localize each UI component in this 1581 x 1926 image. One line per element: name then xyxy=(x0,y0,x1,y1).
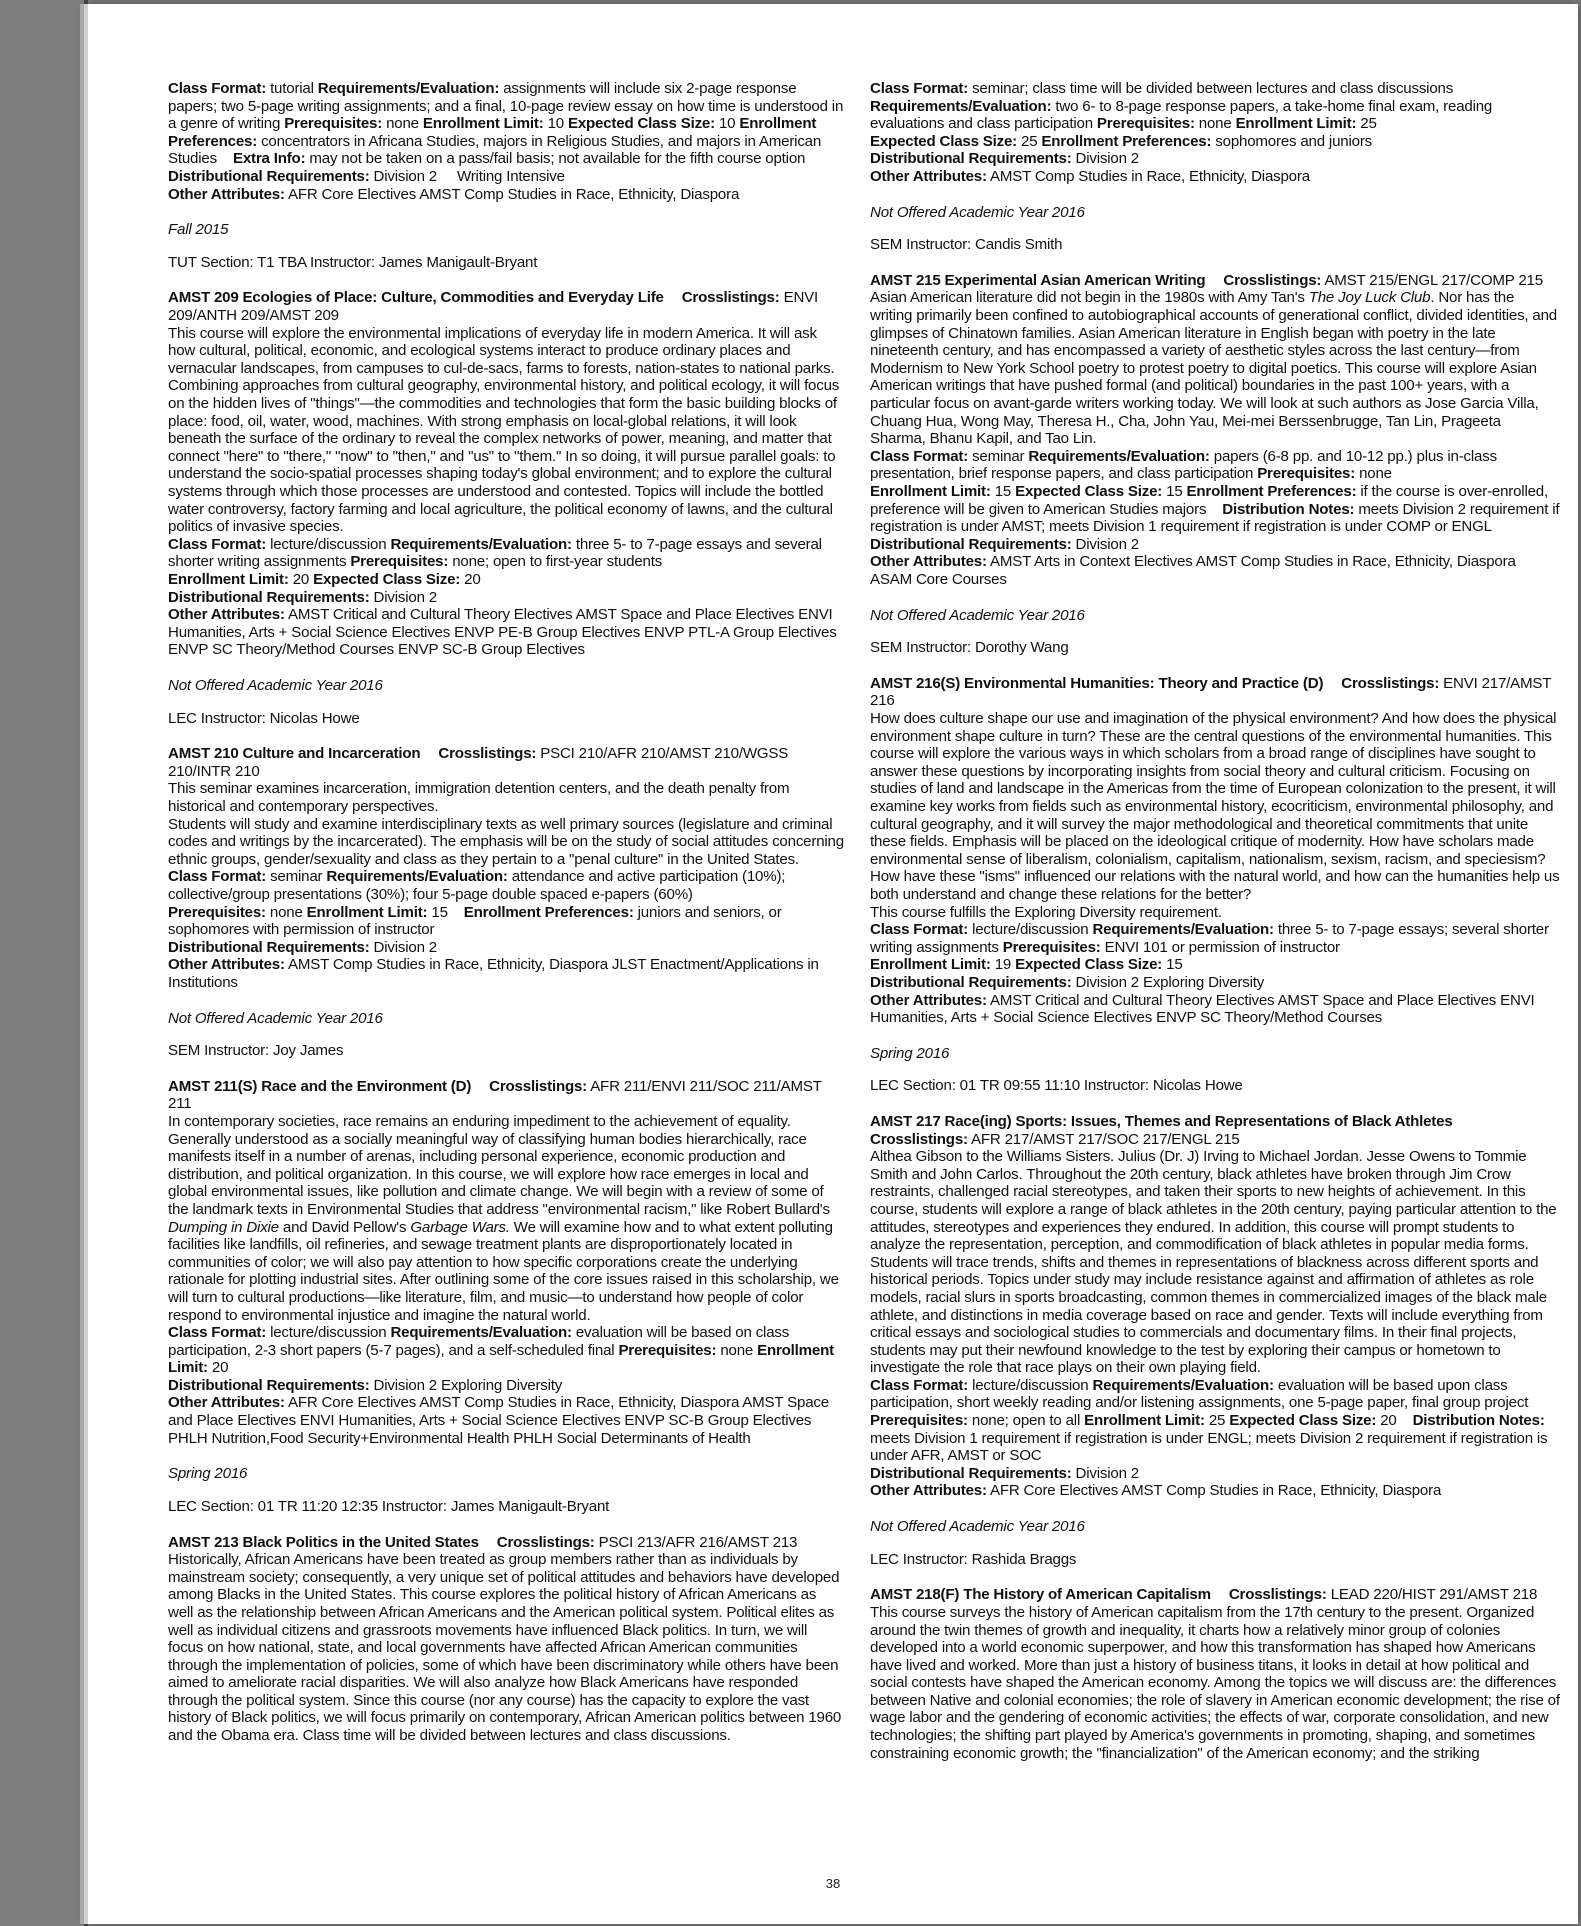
course-description: Historically, African Americans have been treated as group members rather than as individuals by mainstream society; consequently, a very unique set of political attitudes and behaviors have developed among Blacks in the United States. This course explores the political history of African Americans as well as the relationship between African Americans and the American political system. Political elites as well as individual citizens and grassroots movements have influenced Black politics. In turn, we will focus on how national, state, and local governments have affected African American communities through the implementation of policies, some of which have been discriminatory while others have been aimed to ameliorate racial disparities. We will also analyze how Black Americans have responded through the political system. Since this course (nor any course) has the capacity to explore the vast history of Black politics, we will focus primarily on contemporary, African American politics between 1960 and the Obama era. Class time will be divided between lectures and class discussions. xyxy=(168,1551,842,1745)
course-amst-211 xyxy=(168,1078,844,1447)
description-text: Asian American literature did not begin in the 1980s with Amy Tan's xyxy=(870,289,1309,307)
value: AMST Critical and Cultural Theory Electives AMST Space and Place Electives ENVI Humanities, Arts + Social Science Electives ENVP SC Theory/Method Courses xyxy=(870,991,1535,1027)
value: Division 2 xyxy=(373,588,437,606)
value: lecture/discussion xyxy=(270,1324,387,1342)
label: Enrollment Limit: xyxy=(870,482,991,500)
course-heading xyxy=(870,675,1560,710)
offering xyxy=(168,1010,844,1060)
offering-term: Not Offered Academic Year 2016 xyxy=(870,606,1085,624)
value: 15 xyxy=(1166,482,1183,500)
value: 20 xyxy=(464,570,481,588)
label: Prerequisites: xyxy=(350,553,449,571)
distributional-requirements xyxy=(168,589,844,607)
course-title: AMST 209 Ecologies of Place: Culture, Commodities and Everyday Life xyxy=(168,289,664,307)
label: Requirements/Evaluation: xyxy=(1092,921,1274,939)
value: meets Division 2 requirement if registration is under AMST; meets Division 1 requirement if registration is under COMP or ENGL xyxy=(870,500,1560,536)
course-heading xyxy=(870,272,1560,290)
label: Distributional Requirements: xyxy=(870,973,1072,991)
course-heading xyxy=(168,289,844,324)
book-title: The Joy Luck Club xyxy=(1308,289,1431,307)
offering-detail: SEM Instructor: Joy James xyxy=(168,1042,344,1060)
description-text: . Nor has the writing primarily been confined to autobiographical accounts of generational conflict, divided identities, and glimpses of Chinatown families. Asian American literature in English began with poetry in the late nineteenth century, and has encompassed a variety of aesthetic styles across the last century—from Modernism to New York School poetry to protest poetry to digital poetics. This course will explore Asian American writings that have pushed formal (and political) boundaries in the past 100+ years, with a particular focus on avant-garde writers working today. We will look at such authors as Jose Garcia Villa, Chuang Hua, Wong May, Theresa H., Cha, John Yau, Mei-mei Berssenbrugge, Tan Lin, Prageeta Sharma, Bhanu Kapil, and Tao Lin. xyxy=(870,289,1557,448)
label: Distributional Requirements: xyxy=(168,1376,370,1394)
label: Enrollment Limit: xyxy=(168,1341,834,1377)
label: Requirements/Evaluation: xyxy=(390,1324,572,1342)
offering xyxy=(168,1465,844,1515)
course-details xyxy=(168,536,844,571)
label: Extra Info: xyxy=(232,150,306,168)
page-number: 38 xyxy=(825,1876,841,1891)
value: tutorial xyxy=(270,80,314,97)
course-title: AMST 210 Culture and Incarceration xyxy=(168,745,421,763)
label: Distributional Requirements: xyxy=(870,1464,1072,1482)
value: AFR Core Electives AMST Comp Studies in Race, Ethnicity, Diaspora xyxy=(287,185,740,203)
label: Class Format: xyxy=(168,868,267,886)
other-attributes xyxy=(870,992,1560,1027)
label: Prerequisites: xyxy=(168,903,266,921)
distributional-requirements xyxy=(168,168,844,186)
distributional-requirements xyxy=(870,536,1560,554)
value: none; open to all xyxy=(971,1412,1081,1430)
label: Enrollment Preferences: xyxy=(1041,132,1212,150)
value: Division 2 Exploring Diversity xyxy=(373,1376,563,1394)
offering-term: Not Offered Academic Year 2016 xyxy=(870,1518,1085,1536)
course-details xyxy=(168,868,844,903)
course-details xyxy=(168,1324,844,1377)
catalog-page xyxy=(88,4,1578,1924)
crosslistings: PSCI 210/AFR 210/AMST 210/WGSS 210/INTR 210 xyxy=(168,745,789,780)
description-text: In contemporary societies, race remains an enduring impediment to the achievement of equality. Generally understood as a socially meaningful way of classifying human bodies hierarchically, race manifests itself in a number of arenas, including personal experience, economic production and distribution, and political organization. In this course, we will explore how race emerges in local and global environmental issues, like pollution and climate change. We will begin with a review of some of the landmark texts in Environmental Studies that address "environmental racism," like Robert Bullard's xyxy=(168,1112,830,1218)
label: Requirements/Evaluation: xyxy=(870,97,1052,115)
label: Other Attributes: xyxy=(870,1482,987,1500)
label: Other Attributes: xyxy=(870,167,987,185)
label: Crosslistings: xyxy=(870,1130,968,1148)
course-description: This seminar examines incarceration, immigration detention centers, and the death penalty from historical and contemporary perspectives. xyxy=(168,780,790,815)
right-column xyxy=(870,80,1560,1780)
course-description xyxy=(870,289,1560,447)
label: Expected Class Size: xyxy=(1229,1412,1377,1430)
book-title: Dumping in Dixie xyxy=(168,1218,279,1236)
label: Prerequisites: xyxy=(618,1341,717,1359)
value: Division 2 xyxy=(1075,1464,1139,1482)
label: Distributional Requirements: xyxy=(870,150,1072,168)
label: Other Attributes: xyxy=(168,956,285,974)
value: assignments will include six 2-page response papers; two 5-page writing assignments; and a final, 10-page review essay on how time is understood in a genre of writing xyxy=(168,80,844,133)
distributional-requirements xyxy=(870,1465,1560,1483)
course-description: This course will explore the environmental implications of everyday life in modern America. It will ask how cultural, political, economic, and ecological systems interact to produce ordinary places and vernacular landscapes, from campuses to cul-de-sacs, farms to forests, nation-states to national parks. Combining approaches from cultural geography, environmental history, and political ecology, it will focus on the hidden lives of "things"—the commodities and technologies that form the basic building blocks of place: food, oil, water, wood, machines. With strong emphasis on local-global relations, it will look beneath the surface of the ordinary to reveal the complex networks of power, meaning, and matter that connect "here" to "there," "now" to "then," and "us" to "them." In so doing, it will pursue parallel goals: to understand the socio-spatial processes shaping today's global environment; and to explore the cultural systems through which those processes are understood and contested. Topics will include the bottled water controversy, factory farming and local agriculture, the political economy of lawns, and the cultural politics of invasive species. xyxy=(168,324,840,536)
crosslistings: ENVI 209/ANTH 209/AMST 209 xyxy=(168,289,819,325)
offering-term: Fall 2015 xyxy=(168,221,229,239)
left-column xyxy=(168,80,844,1763)
value: AMST Critical and Cultural Theory Electives AMST Space and Place Electives ENVI Humanities, Arts + Social Science Electives ENVP PE-B Group Electives ENVP PTL-A Group Electives ENVP SC Theory/Method Courses ENVP SC-B Group Electives xyxy=(168,606,837,659)
offering-term: Not Offered Academic Year 2016 xyxy=(168,1009,383,1027)
value: may not be taken on a pass/fail basis; not available for the fifth course option xyxy=(309,150,806,168)
label: Distribution Notes: xyxy=(1222,500,1355,518)
crosslistings: LEAD 220/HIST 291/AMST 218 xyxy=(1330,1586,1538,1604)
value: none xyxy=(720,1341,754,1359)
course-tail-right xyxy=(870,80,1560,186)
label: Crosslistings: xyxy=(1228,1586,1327,1604)
enrollment xyxy=(870,483,1560,536)
course-heading xyxy=(870,1586,1560,1604)
course-heading xyxy=(168,1534,844,1552)
label: Prerequisites: xyxy=(870,1412,968,1430)
enrollment xyxy=(870,133,1560,151)
label: Requirements/Evaluation: xyxy=(390,535,572,553)
label: Enrollment Limit: xyxy=(870,956,991,974)
label: Other Attributes: xyxy=(168,606,285,624)
value: none xyxy=(1198,115,1232,133)
distributional-requirements xyxy=(870,974,1560,992)
course-details xyxy=(168,80,844,168)
value: papers (6-8 pp. and 10-12 pp.) plus in-class presentation, brief response papers, and class participation xyxy=(870,447,1497,483)
value: three 5- to 7-page essays and several shorter writing assignments xyxy=(168,535,822,571)
label: Distribution Notes: xyxy=(1412,1412,1545,1430)
value: Division 2 Writing Intensive xyxy=(373,167,565,185)
label: Class Format: xyxy=(870,80,969,97)
label: Distributional Requirements: xyxy=(168,588,370,606)
course-description: Althea Gibson to the Williams Sisters. Julius (Dr. J) Irving to Michael Jordan. Jesse Owens to Tommie Smith and John Carlos. Throughout the 20th century, black athletes have broken through Jim Crow restraints, challenged racial stereotypes, and taken their sports to new heights of achievement. In this course, students will explore a range of black athletes in the 20th century, paying particular attention to the attitudes, stereotypes and experiences they endured. In addition, this course will prompt students to analyze the representation, perception, and commodification of black athletes in popular media forms. Students will trace trends, shifts and themes in representations of blackness across different sports and historical periods. Topics under study may include resistance against and affirmation of athletes as role models, racial slurs in sports broadcasting, common themes in commercialized images of the black male athlete, and distinctions in media coverage based on race and gender. Texts will include everything from critical essays and sociological studies to commercials and documentary films. In their final projects, students may put their newfound knowledge to the test by exploring their campus or hometown to investigate the role that race plays on their own playing field. xyxy=(870,1148,1557,1377)
label: Distributional Requirements: xyxy=(870,535,1072,553)
label: Other Attributes: xyxy=(168,185,285,203)
value: 25 xyxy=(1208,1412,1226,1430)
other-attributes xyxy=(870,553,1560,588)
label: Expected Class Size: xyxy=(313,570,461,588)
offering-detail: LEC Section: 01 TR 09:55 11:10 Instructor: Nicolas Howe xyxy=(870,1077,1243,1095)
label: Crosslistings: xyxy=(1341,674,1440,692)
crosslistings-line xyxy=(870,1131,1560,1149)
course-details xyxy=(870,1377,1560,1465)
course-description xyxy=(168,1113,844,1324)
label: Class Format: xyxy=(870,447,969,465)
label: Enrollment Limit: xyxy=(1084,1412,1205,1430)
offering-detail: LEC Instructor: Nicolas Howe xyxy=(168,709,360,727)
value: seminar xyxy=(972,447,1025,465)
label: Requirements/Evaluation: xyxy=(1028,447,1210,465)
label: Crosslistings: xyxy=(489,1077,588,1095)
value: seminar xyxy=(270,868,323,886)
value: AMST Arts in Context Electives AMST Comp Studies in Race, Ethnicity, Diaspora ASAM Core Courses xyxy=(870,553,1516,588)
label: Other Attributes: xyxy=(168,1394,285,1412)
label: Crosslistings: xyxy=(496,1533,595,1551)
course-title: AMST 218(F) The History of American Capitalism xyxy=(870,1586,1211,1604)
offering-detail: TUT Section: T1 TBA Instructor: James Manigault-Bryant xyxy=(168,253,538,271)
value: ENVI 101 or permission of instructor xyxy=(1104,938,1340,956)
other-attributes xyxy=(870,1482,1560,1500)
value: seminar; class time will be divided between lectures and class discussions xyxy=(972,80,1454,97)
label: Crosslistings: xyxy=(681,289,780,307)
value: evaluation will be based upon class participation, short weekly reading and/or listening assignments, one 5-page paper, final group project xyxy=(870,1376,1529,1412)
label: Other Attributes: xyxy=(870,991,987,1009)
course-amst-209 xyxy=(168,289,844,658)
label: Prerequisites: xyxy=(1002,938,1101,956)
label: Class Format: xyxy=(168,80,267,97)
book-title: Garbage Wars. xyxy=(410,1218,510,1236)
course-title: AMST 217 Race(ing) Sports: Issues, Themes and Representations of Black Athletes xyxy=(870,1112,1453,1130)
other-attributes xyxy=(168,956,844,991)
other-attributes xyxy=(870,168,1560,186)
course-description: Students will study and examine interdisciplinary texts as well primary sources (legislature and criminal codes and writings by the incarcerated). The emphasis will be on the study of social attitudes concerning ethnic groups, gender/sexuality and class as they pertain to a "penal culture" in the United States. xyxy=(168,815,844,868)
value: 19 xyxy=(994,956,1012,974)
label: Distributional Requirements: xyxy=(168,938,370,956)
course-title: AMST 216(S) Environmental Humanities: Theory and Practice (D) xyxy=(870,674,1324,692)
label: Requirements/Evaluation: xyxy=(326,868,508,886)
value: Division 2 xyxy=(1075,150,1139,168)
distributional-requirements xyxy=(168,939,844,957)
label: Expected Class Size: xyxy=(870,132,1018,150)
value: 15 xyxy=(1166,956,1183,974)
label: Requirements/Evaluation: xyxy=(317,80,500,97)
crosslistings: AFR 217/AMST 217/SOC 217/ENGL 215 xyxy=(971,1130,1240,1148)
offering-detail: SEM Instructor: Candis Smith xyxy=(870,236,1063,254)
label: Prerequisites: xyxy=(284,115,383,133)
label: Enrollment Preferences: xyxy=(168,115,817,150)
distributional-requirements xyxy=(168,1377,844,1395)
course-description: How does culture shape our use and imagination of the physical environment? And how does the physical environment shape culture in turn? These are the central questions of the environmental humanities. This course will explore the various ways in which scholars from a broad range of disciplines have sought to answer these questions by incorporating insights from social theory and cultural criticism. Focusing on studies of land and landscape in the Americas from the time of European colonization to the present, it will examine key works from fields such as environmental history, ecocriticism, environmental philosophy, and cultural geography, and it will survey the major methodological and theoretical commitments that unite these fields. Emphasis will be placed on the ideological critique of modernity. How have scholars made environmental sense of liberalism, colonialism, capitalism, nationalism, sexism, racism, and speciesism? How have these "isms" influenced our relations with the natural world, and how can the humanities help us both understand and change these relations for the better? xyxy=(870,710,1560,903)
description-text: We will examine how and to what extent polluting facilities like landfills, oil refineries, and sewage treatment plants are disproportionately located in communities of color; we will also pay attention to how specific corporations create the underlying rationale for plotting industrial sites. After outlining some of the core issues raised in this scholarship, we will turn to cultural productions—like literature, film, and music—to understand how people of color respond to environmental injustice and imagine the natural world. xyxy=(168,1218,839,1324)
crosslistings: ENVI 217/AMST 216 xyxy=(870,674,1552,710)
value: 10 xyxy=(547,115,564,133)
value: lecture/discussion xyxy=(972,1376,1089,1394)
label: Class Format: xyxy=(168,535,267,553)
value: Division 2 Exploring Diversity xyxy=(1075,973,1265,991)
label: Crosslistings: xyxy=(1223,271,1322,289)
value: none; open to first-year students xyxy=(452,553,663,571)
label: Crosslistings: xyxy=(438,745,537,763)
offering xyxy=(870,607,1560,657)
label: Class Format: xyxy=(870,921,969,939)
label: Prerequisites: xyxy=(1257,465,1356,483)
course-heading xyxy=(168,1078,844,1113)
label: Enrollment Limit: xyxy=(422,115,544,133)
other-attributes xyxy=(168,186,844,204)
value: attendance and active participation (10%); collective/group presentations (30%); four 5-page double spaced e-papers (60%) xyxy=(168,868,786,903)
course-title: AMST 213 Black Politics in the United States xyxy=(168,1533,479,1551)
course-amst-216 xyxy=(870,675,1560,1027)
course-amst-213 xyxy=(168,1534,844,1745)
offering-term: Not Offered Academic Year 2016 xyxy=(168,676,383,694)
value: if the course is over-enrolled, preference will be given to American Studies majors xyxy=(870,482,1549,518)
value: Division 2 xyxy=(373,938,437,956)
course-tail-left xyxy=(168,80,844,203)
value: meets Division 1 requirement if registration is under ENGL; meets Division 2 requirement if registration is under AFR, AMST or SOC xyxy=(870,1429,1548,1465)
course-details xyxy=(870,98,1560,133)
course-description: This course fulfills the Exploring Diversity requirement. xyxy=(870,903,1222,921)
value: AFR Core Electives AMST Comp Studies in Race, Ethnicity, Diaspora xyxy=(989,1482,1442,1500)
offering-term: Spring 2016 xyxy=(168,1465,248,1483)
crosslistings: AFR 211/ENVI 211/SOC 211/AMST 211 xyxy=(168,1077,822,1113)
value: none xyxy=(386,115,419,133)
label: Enrollment Limit: xyxy=(1235,115,1357,133)
offering-detail: LEC Instructor: Rashida Braggs xyxy=(870,1550,1077,1568)
label: Enrollment Preferences: xyxy=(1186,482,1357,500)
course-title: AMST 211(S) Race and the Environment (D) xyxy=(168,1077,472,1095)
crosslistings: PSCI 213/AFR 216/AMST 213 xyxy=(598,1533,798,1551)
course-amst-217 xyxy=(870,1113,1560,1500)
value: lecture/discussion xyxy=(270,535,387,553)
value: evaluation will be based on class participation, 2-3 short papers (5-7 pages), and a self-scheduled final xyxy=(168,1324,790,1359)
offering xyxy=(870,1045,1560,1095)
label: Enrollment Preferences: xyxy=(463,903,634,921)
label: Expected Class Size: xyxy=(1015,956,1163,974)
offering-term: Not Offered Academic Year 2016 xyxy=(870,203,1085,221)
offering xyxy=(168,677,844,727)
enrollment xyxy=(870,956,1560,974)
label: Distributional Requirements: xyxy=(168,167,370,185)
distributional-requirements xyxy=(870,150,1560,168)
value: 20 xyxy=(211,1359,229,1377)
course-details xyxy=(870,921,1560,956)
value: 20 xyxy=(1380,1412,1397,1430)
value: concentrators in Africana Studies, majors in Religious Studies, and majors in American Studies xyxy=(168,132,822,168)
value: two 6- to 8-page response papers, a take-home final exam, reading evaluations and class participation xyxy=(870,97,1493,133)
course-details xyxy=(870,80,1560,98)
other-attributes xyxy=(168,606,844,659)
label: Class Format: xyxy=(168,1324,267,1342)
value: AMST Comp Studies in Race, Ethnicity, Diaspora JLST Enactment/Applications in Institutions xyxy=(168,956,819,991)
value: none xyxy=(269,903,303,921)
label: Prerequisites: xyxy=(1096,115,1195,133)
value: 20 xyxy=(292,570,310,588)
value: AMST Comp Studies in Race, Ethnicity, Diaspora xyxy=(989,167,1310,185)
course-heading xyxy=(168,745,844,780)
value: 15 xyxy=(431,903,448,921)
offering-detail: SEM Instructor: Dorothy Wang xyxy=(870,639,1069,657)
offering xyxy=(870,204,1560,254)
offering-term: Spring 2016 xyxy=(870,1044,950,1062)
value: 25 xyxy=(1360,115,1377,133)
course-heading xyxy=(870,1113,1560,1131)
value: juniors and seniors, or sophomores with permission of instructor xyxy=(168,903,782,939)
offering-detail: LEC Section: 01 TR 11:20 12:35 Instructor: James Manigault-Bryant xyxy=(168,1497,610,1515)
label: Expected Class Size: xyxy=(567,115,715,133)
value: AFR Core Electives AMST Comp Studies in Race, Ethnicity, Diaspora AMST Space and Place Electives ENVI Humanities, Arts + Social Science Electives ENVP SC-B Group Electives PHLH Nutrition,Food Security+Environmental Health PHLH Social Determinants of Health xyxy=(168,1394,829,1447)
value: sophomores and juniors xyxy=(1215,132,1372,150)
label: Requirements/Evaluation: xyxy=(1092,1376,1274,1394)
value: none xyxy=(1359,465,1392,483)
enrollment xyxy=(168,904,844,939)
value: 25 xyxy=(1021,132,1038,150)
value: Division 2 xyxy=(1075,535,1139,553)
course-description: This course surveys the history of American capitalism from the 17th century to the present. Organized around the twin themes of growth and inequality, it charts how a relatively minor group of colonies developed into a world economic superpower, and how this transformation has shaped how Americans have lived and worked. More than just a history of business titans, it looks in detail at how political and social contests have shaped the American economy. Among the topics we will discuss are: the differences between Native and colonial economies; the role of slavery in American economic development; the rise of wage labor and the gendering of economic activities; the effects of war, corporate consolidation, and new technologies; the shifting part played by America's governments in promoting, shaping, and sometimes constraining economic growth; the "financialization" of the American economy; and the striking xyxy=(870,1603,1560,1762)
value: lecture/discussion xyxy=(972,921,1089,939)
value: 10 xyxy=(718,115,736,133)
offering xyxy=(168,221,844,271)
label: Other Attributes: xyxy=(870,553,987,571)
label: Expected Class Size: xyxy=(1015,482,1163,500)
crosslistings: AMST 215/ENGL 217/COMP 215 xyxy=(1324,271,1543,289)
label: Enrollment Limit: xyxy=(306,903,428,921)
value: 15 xyxy=(994,482,1012,500)
course-amst-210 xyxy=(168,745,844,991)
other-attributes xyxy=(168,1394,844,1447)
enrollment xyxy=(168,571,844,589)
value: three 5- to 7-page essays; several shorter writing assignments xyxy=(870,921,1549,956)
course-details xyxy=(870,448,1560,483)
course-amst-218 xyxy=(870,1586,1560,1762)
label: Class Format: xyxy=(870,1376,969,1394)
course-amst-215 xyxy=(870,272,1560,589)
label: Enrollment Limit: xyxy=(168,570,289,588)
course-title: AMST 215 Experimental Asian American Writing xyxy=(870,271,1206,289)
offering xyxy=(870,1518,1560,1568)
description-text: and David Pellow's xyxy=(278,1218,411,1236)
